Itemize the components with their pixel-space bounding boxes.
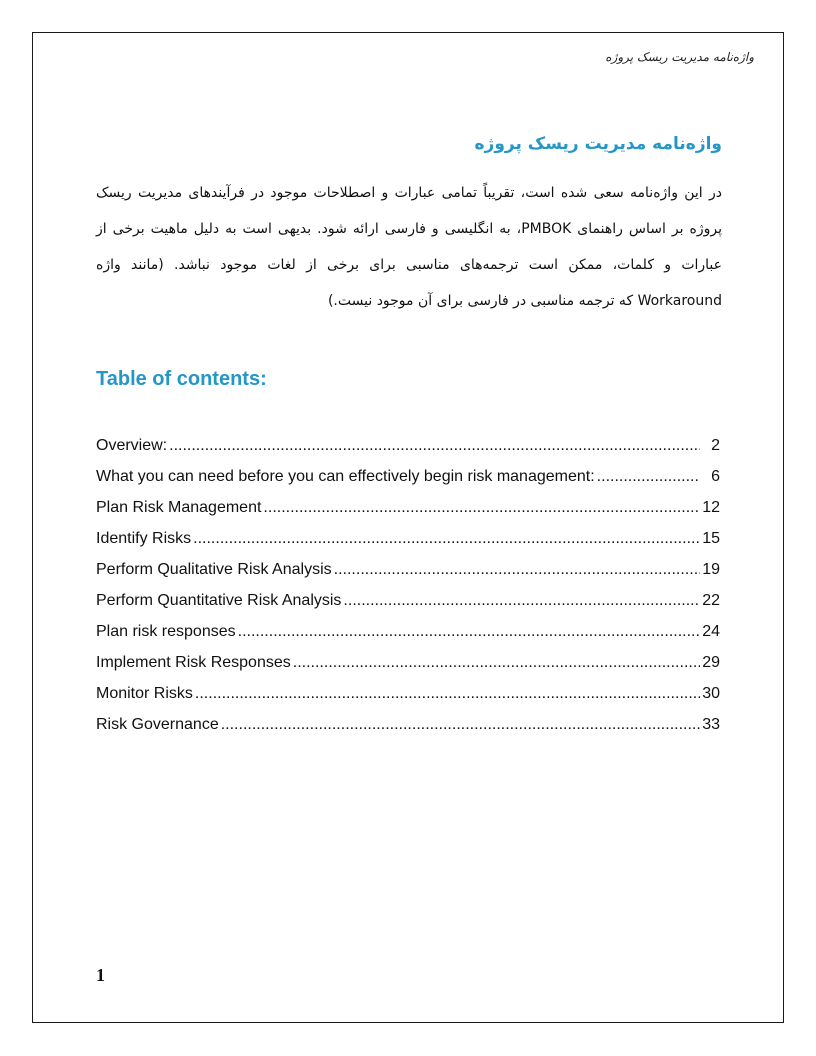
- toc-entry-page: 29: [702, 654, 720, 671]
- table-of-contents: [96, 437, 720, 747]
- running-header: واژه‌نامه مدیریت ریسک پروژه: [605, 50, 754, 64]
- toc-entry-plan-risk-responses[interactable]: [96, 623, 720, 654]
- toc-entry-page: 22: [702, 592, 720, 609]
- toc-entry-monitor-risks[interactable]: [96, 685, 720, 716]
- toc-entry-label: Identify Risks: [96, 530, 192, 547]
- toc-entry-implement-risk-responses[interactable]: [96, 654, 720, 685]
- toc-entry-risk-governance[interactable]: [96, 716, 720, 747]
- toc-entry-page: 2: [711, 437, 720, 454]
- toc-entry-page: 12: [702, 499, 720, 516]
- toc-entry-page: 30: [702, 685, 720, 702]
- intro-paragraph: در این واژه‌نامه سعی شده است، تقریباً تمامی عبارات و اصطلاحات موجود در فرآیندهای مدیریت ریسک پروژه بر اساس راهنمای PMBOK، به انگلیسی و فارسی ارائه شود. بدیهی است به دلیل ماهیت برخی از عبارات و کلمات، ممکن است ترجمه‌های مناسبی برای برخی از لغات موجود نباشد. (مانند واژه Workaround که ترجمه مناسبی در فارسی برای آن موجود نیست.): [96, 185, 723, 309]
- toc-entry-label: Plan Risk Management: [96, 499, 262, 516]
- toc-entry-label: Perform Qualitative Risk Analysis: [96, 561, 332, 578]
- toc-heading: Table of contents:: [96, 368, 267, 390]
- toc-entry-label: Overview:: [96, 437, 168, 454]
- dot-leader: [169, 437, 700, 455]
- toc-entry-label: Perform Quantitative Risk Analysis: [96, 592, 342, 609]
- dot-leader: [193, 530, 700, 548]
- toc-entry-page: 19: [702, 561, 720, 578]
- dot-leader: [195, 685, 700, 703]
- dot-leader: [343, 592, 700, 610]
- dot-leader: [221, 716, 700, 734]
- toc-entry-label: Implement Risk Responses: [96, 654, 291, 671]
- toc-entry-quantitative-analysis[interactable]: [96, 592, 720, 623]
- page-number: 1: [96, 965, 105, 985]
- dot-leader: [238, 623, 700, 641]
- dot-leader: [263, 499, 700, 517]
- toc-entry-prerequisites[interactable]: [96, 468, 720, 499]
- toc-entry-page: 24: [702, 623, 720, 640]
- toc-entry-qualitative-analysis[interactable]: [96, 561, 720, 592]
- toc-entry-page: 33: [702, 716, 720, 733]
- toc-entry-label: Risk Governance: [96, 716, 219, 733]
- toc-entry-page: 15: [702, 530, 720, 547]
- toc-entry-page: 6: [711, 468, 720, 485]
- dot-leader: [334, 561, 700, 579]
- toc-entry-identify-risks[interactable]: [96, 530, 720, 561]
- toc-entry-overview[interactable]: [96, 437, 720, 468]
- dot-leader: [597, 468, 700, 486]
- document-title: واژه‌نامه مدیریت ریسک پروژه: [474, 134, 722, 154]
- toc-entry-label: What you can need before you can effectively begin risk management:: [96, 468, 595, 485]
- dot-leader: [293, 654, 700, 672]
- toc-entry-label: Monitor Risks: [96, 685, 193, 702]
- toc-entry-label: Plan risk responses: [96, 623, 236, 640]
- toc-entry-plan-risk-management[interactable]: [96, 499, 720, 530]
